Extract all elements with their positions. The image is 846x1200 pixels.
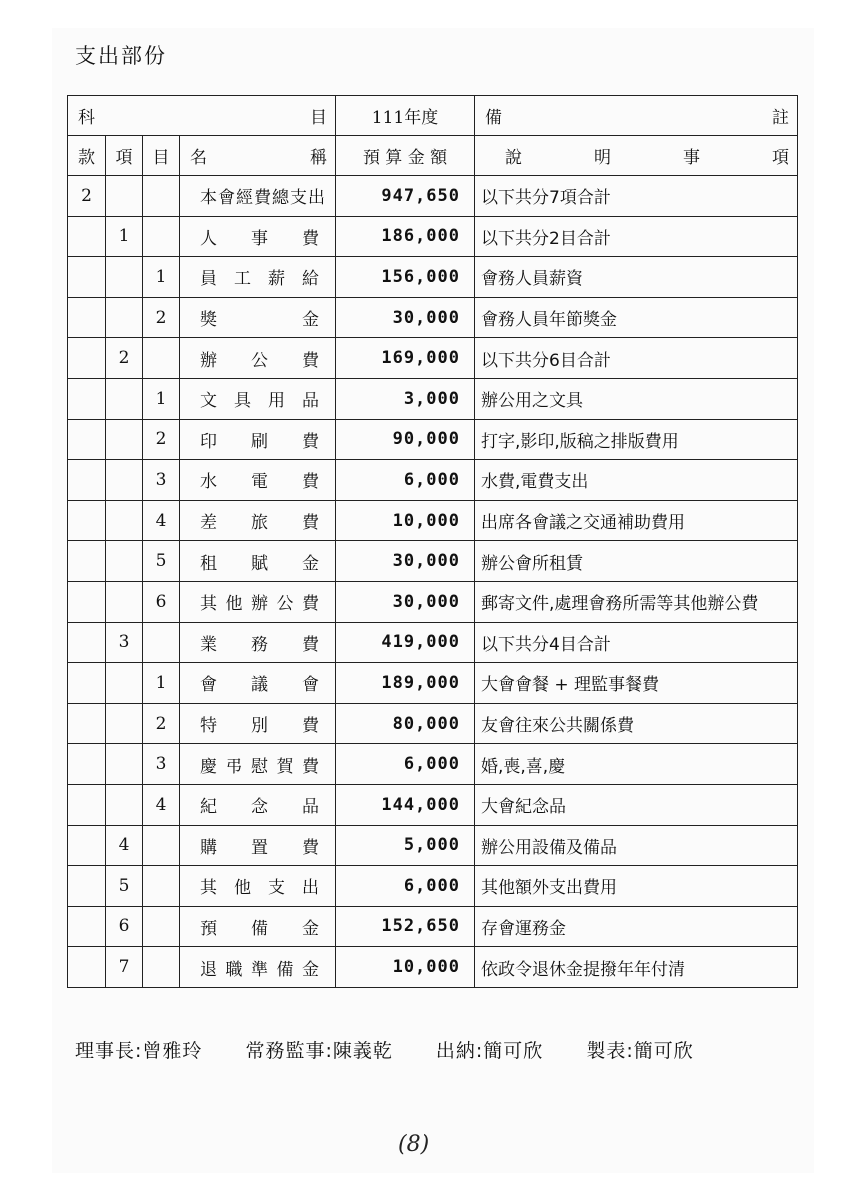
header-year: 111年度 <box>336 96 475 136</box>
code-kuan <box>68 947 106 988</box>
budget-amount: 30,000 <box>336 541 475 582</box>
remark-text: 大會紀念品 <box>475 784 798 825</box>
code-mu <box>143 866 180 907</box>
code-xiang: 1 <box>106 216 143 257</box>
item-name: 購 置 費 <box>200 837 319 858</box>
code-mu: 4 <box>143 500 180 541</box>
code-mu: 3 <box>143 744 180 785</box>
header-explain-3: 事 <box>683 148 700 168</box>
remark-text: 郵寄文件,處理會務所需等其他辦公費 <box>475 581 798 622</box>
item-name: 水 電 費 <box>200 472 319 493</box>
code-kuan <box>68 460 106 501</box>
code-xiang <box>106 378 143 419</box>
header-mu: 目 <box>310 108 327 128</box>
budget-amount: 189,000 <box>336 663 475 704</box>
remark-text: 以下共分2目合計 <box>475 216 798 257</box>
table-row <box>68 176 798 217</box>
header-row-1 <box>68 96 798 136</box>
code-mu: 1 <box>143 257 180 298</box>
code-xiang <box>106 784 143 825</box>
item-name-cell <box>180 703 336 744</box>
header-kemu-cell <box>68 96 336 136</box>
item-name-cell <box>180 460 336 501</box>
remark-text: 會務人員年節獎金 <box>475 297 798 338</box>
code-mu: 5 <box>143 541 180 582</box>
header-explain-2: 明 <box>594 148 611 168</box>
table-row <box>68 906 798 947</box>
code-kuan <box>68 825 106 866</box>
budget-amount: 3,000 <box>336 378 475 419</box>
remark-text: 以下共分6目合計 <box>475 338 798 379</box>
table-row <box>68 622 798 663</box>
table-row <box>68 216 798 257</box>
budget-amount: 30,000 <box>336 581 475 622</box>
remark-text: 辦公會所租賃 <box>475 541 798 582</box>
header-budget: 預 算 金 額 <box>336 136 475 176</box>
budget-amount: 186,000 <box>336 216 475 257</box>
code-xiang <box>106 541 143 582</box>
signer-supervisor: 常務監事:陳義乾 <box>245 1040 393 1062</box>
table-row <box>68 866 798 907</box>
item-name-cell <box>180 176 336 217</box>
item-name-cell <box>180 744 336 785</box>
budget-amount: 152,650 <box>336 906 475 947</box>
remark-text: 辦公用之文具 <box>475 378 798 419</box>
code-kuan <box>68 216 106 257</box>
table-row <box>68 500 798 541</box>
item-name: 本會經費總支出 <box>200 188 326 209</box>
item-name-cell <box>180 866 336 907</box>
code-kuan <box>68 784 106 825</box>
header-remark-cell <box>475 96 798 136</box>
budget-amount: 80,000 <box>336 703 475 744</box>
remark-text: 以下共分4目合計 <box>475 622 798 663</box>
item-name-cell <box>180 216 336 257</box>
remark-text: 大會會餐 + 理監事餐費 <box>475 663 798 704</box>
budget-table <box>67 95 798 988</box>
header-ke: 科 <box>78 108 95 128</box>
budget-amount: 144,000 <box>336 784 475 825</box>
code-xiang: 3 <box>106 622 143 663</box>
item-name-cell <box>180 663 336 704</box>
header-kuan: 款 <box>68 136 106 176</box>
item-name: 紀 念 品 <box>200 797 319 818</box>
item-name-cell <box>180 622 336 663</box>
code-mu: 6 <box>143 581 180 622</box>
code-kuan <box>68 419 106 460</box>
budget-amount: 6,000 <box>336 866 475 907</box>
code-mu: 2 <box>143 297 180 338</box>
remark-text: 以下共分7項合計 <box>475 176 798 217</box>
code-kuan: 2 <box>68 176 106 217</box>
code-xiang <box>106 176 143 217</box>
header-zhu: 註 <box>772 108 789 128</box>
code-xiang <box>106 460 143 501</box>
item-name: 辦 公 費 <box>200 350 319 371</box>
code-mu <box>143 906 180 947</box>
item-name-cell <box>180 257 336 298</box>
header-name-a: 名 <box>190 148 207 168</box>
item-name-cell <box>180 419 336 460</box>
table-row <box>68 541 798 582</box>
table-row <box>68 784 798 825</box>
header-explain-4: 項 <box>772 148 789 168</box>
code-kuan <box>68 581 106 622</box>
code-kuan <box>68 297 106 338</box>
code-kuan <box>68 541 106 582</box>
budget-amount: 10,000 <box>336 500 475 541</box>
code-kuan <box>68 663 106 704</box>
remark-text: 辦公用設備及備品 <box>475 825 798 866</box>
code-kuan <box>68 622 106 663</box>
signatories-line <box>75 1036 730 1063</box>
remark-text: 其他額外支出費用 <box>475 866 798 907</box>
code-mu <box>143 216 180 257</box>
table-row <box>68 947 798 988</box>
remark-text: 婚,喪,喜,慶 <box>475 744 798 785</box>
item-name-cell <box>180 297 336 338</box>
item-name-cell <box>180 378 336 419</box>
signer-cashier: 出納:簡可欣 <box>435 1040 544 1062</box>
item-name: 其 他 辦 公 費 <box>200 594 319 615</box>
header-name-b: 稱 <box>310 148 327 168</box>
signer-chairman: 理事長:曾雅玲 <box>75 1040 203 1062</box>
item-name-cell <box>180 581 336 622</box>
item-name: 其 他 支 出 <box>200 878 319 899</box>
budget-amount: 30,000 <box>336 297 475 338</box>
table-row <box>68 257 798 298</box>
header-bei: 備 <box>485 108 502 128</box>
item-name: 業 務 費 <box>200 634 319 655</box>
budget-amount: 947,650 <box>336 176 475 217</box>
table-row <box>68 419 798 460</box>
budget-amount: 169,000 <box>336 338 475 379</box>
code-xiang <box>106 419 143 460</box>
code-mu <box>143 947 180 988</box>
budget-amount: 6,000 <box>336 460 475 501</box>
table-row <box>68 460 798 501</box>
table-row <box>68 581 798 622</box>
table-row <box>68 338 798 379</box>
budget-amount: 90,000 <box>336 419 475 460</box>
code-mu: 1 <box>143 663 180 704</box>
table-row <box>68 297 798 338</box>
code-xiang <box>106 297 143 338</box>
code-mu: 2 <box>143 703 180 744</box>
page-number: (8) <box>398 1132 430 1157</box>
remark-text: 水費,電費支出 <box>475 460 798 501</box>
item-name-cell <box>180 784 336 825</box>
signer-preparer: 製表:簡可欣 <box>586 1040 694 1062</box>
section-title: 支出部份 <box>75 44 167 68</box>
remark-text: 友會往來公共關係費 <box>475 703 798 744</box>
code-xiang <box>106 500 143 541</box>
code-mu: 4 <box>143 784 180 825</box>
item-name: 印 刷 費 <box>200 431 319 452</box>
item-name: 租 賦 金 <box>200 553 319 574</box>
item-name-cell <box>180 906 336 947</box>
header-row-2 <box>68 136 798 176</box>
header-explain-cell <box>475 136 798 176</box>
code-kuan <box>68 257 106 298</box>
item-name: 退 職 準 備 金 <box>200 959 319 980</box>
header-name-cell <box>180 136 336 176</box>
item-name: 人 事 費 <box>200 228 319 249</box>
item-name: 預 備 金 <box>200 918 319 939</box>
remark-text: 會務人員薪資 <box>475 257 798 298</box>
header-explain-1: 說 <box>505 148 522 168</box>
code-kuan <box>68 866 106 907</box>
remark-text: 依政令退休金提撥年年付清 <box>475 947 798 988</box>
code-xiang <box>106 663 143 704</box>
item-name: 慶 弔 慰 賀 費 <box>200 756 319 777</box>
code-xiang <box>106 581 143 622</box>
code-xiang: 5 <box>106 866 143 907</box>
code-xiang <box>106 703 143 744</box>
code-kuan <box>68 744 106 785</box>
item-name: 差 旅 費 <box>200 513 319 534</box>
code-xiang <box>106 257 143 298</box>
code-mu <box>143 825 180 866</box>
code-kuan <box>68 703 106 744</box>
header-xiang: 項 <box>106 136 143 176</box>
code-kuan <box>68 906 106 947</box>
code-xiang: 7 <box>106 947 143 988</box>
remark-text: 存會運務金 <box>475 906 798 947</box>
code-mu <box>143 338 180 379</box>
header-mu2: 目 <box>143 136 180 176</box>
budget-amount: 156,000 <box>336 257 475 298</box>
table-row <box>68 663 798 704</box>
remark-text: 出席各會議之交通補助費用 <box>475 500 798 541</box>
code-mu: 1 <box>143 378 180 419</box>
item-name: 特 別 費 <box>200 716 319 737</box>
budget-amount: 419,000 <box>336 622 475 663</box>
item-name: 獎 金 <box>200 310 319 331</box>
item-name-cell <box>180 825 336 866</box>
remark-text: 打字,影印,版稿之排版費用 <box>475 419 798 460</box>
code-mu: 2 <box>143 419 180 460</box>
budget-amount: 10,000 <box>336 947 475 988</box>
table-row <box>68 744 798 785</box>
table-row <box>68 378 798 419</box>
item-name-cell <box>180 541 336 582</box>
item-name-cell <box>180 338 336 379</box>
item-name-cell <box>180 947 336 988</box>
code-xiang: 2 <box>106 338 143 379</box>
code-xiang: 4 <box>106 825 143 866</box>
item-name: 員 工 薪 給 <box>200 269 319 290</box>
item-name-cell <box>180 500 336 541</box>
code-kuan <box>68 500 106 541</box>
budget-amount: 5,000 <box>336 825 475 866</box>
code-mu <box>143 176 180 217</box>
code-xiang <box>106 744 143 785</box>
code-xiang: 6 <box>106 906 143 947</box>
item-name: 會 議 會 <box>200 675 319 696</box>
code-mu: 3 <box>143 460 180 501</box>
table-row <box>68 825 798 866</box>
item-name: 文 具 用 品 <box>200 391 319 412</box>
code-kuan <box>68 378 106 419</box>
code-kuan <box>68 338 106 379</box>
table-row <box>68 703 798 744</box>
budget-amount: 6,000 <box>336 744 475 785</box>
code-mu <box>143 622 180 663</box>
